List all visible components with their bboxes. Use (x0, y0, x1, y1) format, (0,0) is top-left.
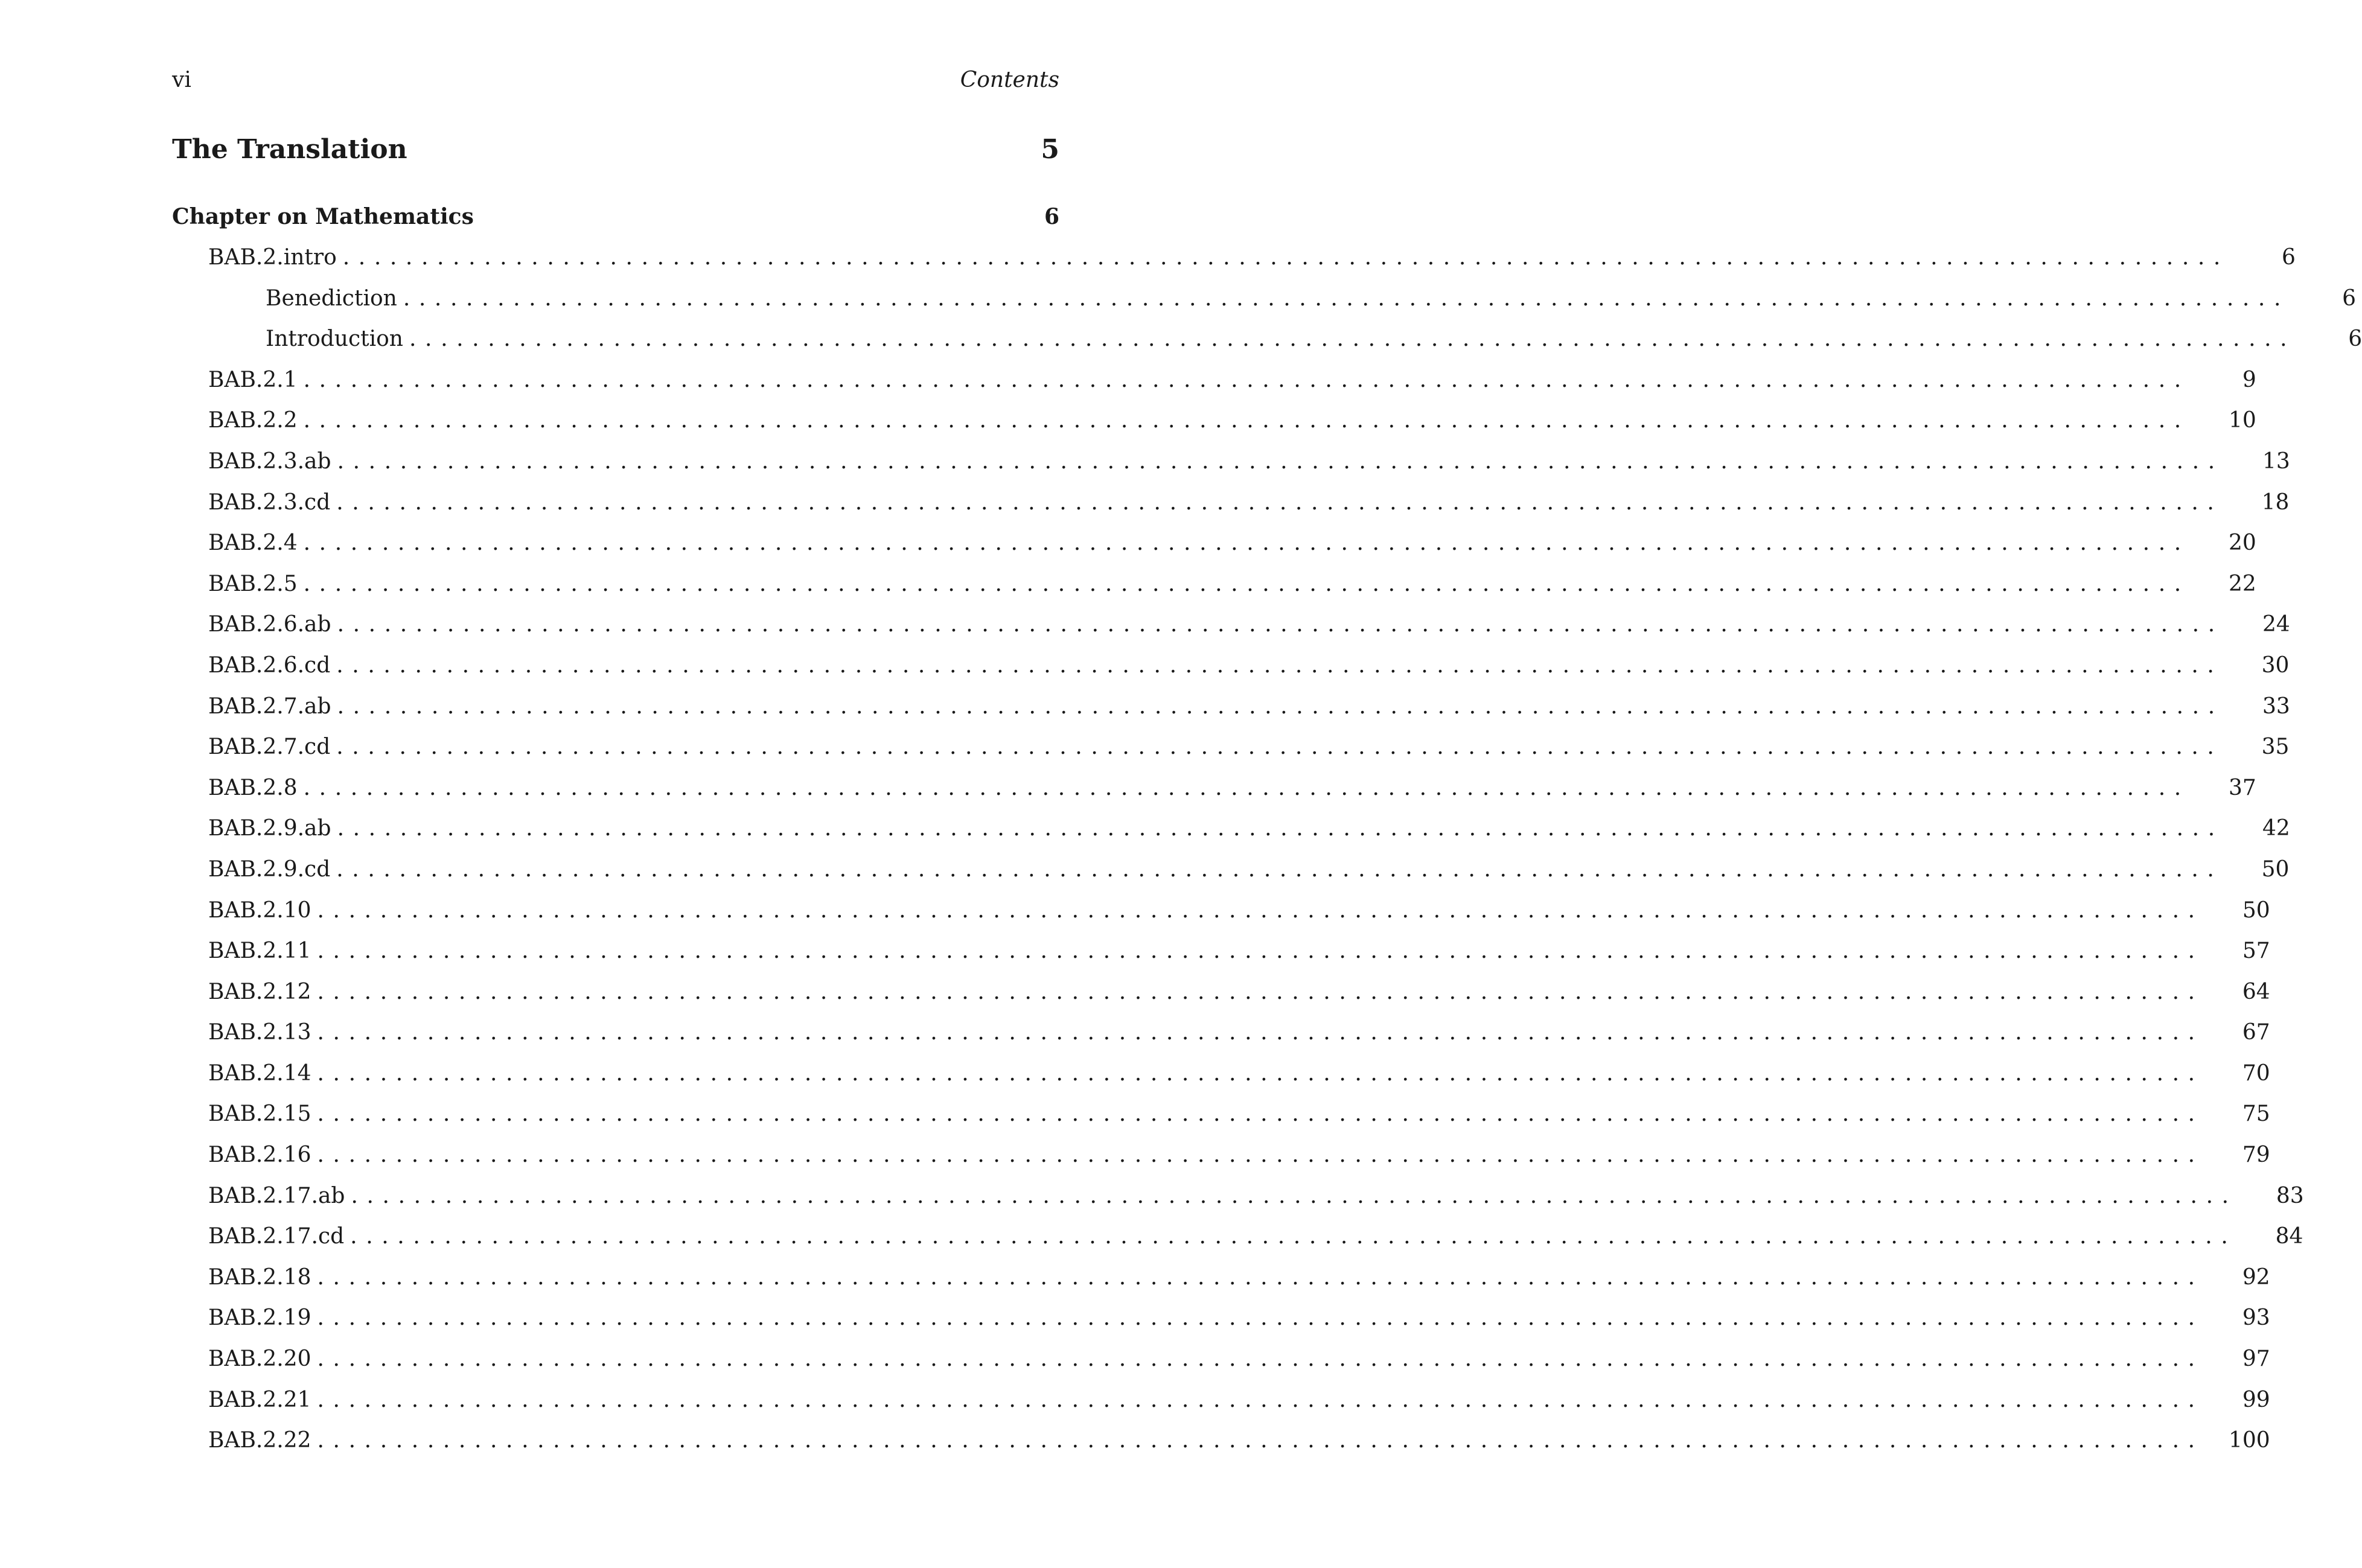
toc-entry-label: BAB.2.2 (208, 406, 304, 436)
dot-leader: ........................................................................................................................ (337, 816, 2224, 841)
toc-entry-page-number: 24 (2262, 612, 2290, 637)
toc-entry-page-number: 33 (2262, 693, 2290, 719)
dot-leader: ........................................................................................................................ (336, 489, 2223, 515)
toc-entry-label: BAB.2.1 (208, 365, 304, 395)
toc-entry[interactable] (172, 1181, 2304, 1222)
toc-entry-label: BAB.2.20 (208, 1344, 318, 1374)
toc-entry-label: BAB.2.16 (208, 1140, 318, 1170)
toc-entry-label: BAB.2.15 (208, 1099, 318, 1129)
page-number-label: vi (172, 68, 191, 92)
toc-entry[interactable] (172, 1099, 2270, 1140)
dot-leader: ........................................................................................................................ (342, 245, 2229, 270)
toc-entry-label: BAB.2.14 (208, 1059, 318, 1089)
toc-entry[interactable] (172, 1385, 2270, 1426)
dot-leader: ........................................................................................................................ (317, 897, 2204, 923)
toc-entry[interactable] (172, 528, 2256, 569)
dot-leader: ........................................................................................................................ (317, 1428, 2204, 1453)
dot-leader: ........................................................................................................................ (336, 652, 2223, 678)
toc-entry-page-number: 9 (2242, 367, 2256, 392)
toc-entry-page-number: 57 (2242, 939, 2270, 964)
toc-entry-page-number: 92 (2242, 1264, 2270, 1290)
toc-entry-label: BAB.2.4 (208, 528, 304, 558)
toc-entry-page-number: 100 (2229, 1428, 2270, 1453)
toc-entry-page-number: 50 (2261, 856, 2290, 882)
toc-entry[interactable] (172, 488, 2290, 529)
toc-entry-page-number: 84 (2275, 1224, 2303, 1249)
dot-leader: ........................................................................................................................ (303, 408, 2190, 433)
toc-entry-page-number: 30 (2261, 652, 2290, 678)
dot-leader: ........................................................................................................................ (303, 531, 2190, 556)
toc-entry-page-number: 20 (2229, 531, 2256, 556)
chapter-page-number: 6 (1044, 204, 1059, 229)
chapter-title: Chapter on Mathematics (172, 204, 474, 229)
toc-entry-label: BAB.2.11 (208, 936, 318, 966)
dot-leader: ........................................................................................................................ (337, 693, 2224, 719)
toc-entry[interactable] (172, 243, 2296, 284)
toc-entry-page-number: 10 (2229, 408, 2256, 433)
toc-entry-page-number: 83 (2276, 1183, 2304, 1208)
toc-entry[interactable] (172, 1426, 2270, 1467)
dot-leader: ........................................................................................................................ (403, 285, 2290, 311)
toc-entry-label: BAB.2.7.ab (208, 692, 337, 722)
dot-leader: ........................................................................................................................ (336, 735, 2223, 760)
toc-entry[interactable] (172, 365, 2256, 406)
toc-entry[interactable] (172, 977, 2270, 1018)
toc-entry-page-number: 79 (2242, 1143, 2270, 1168)
toc-entry[interactable] (172, 447, 2290, 488)
toc-entry-label: BAB.2.6.ab (208, 610, 337, 640)
toc-entry-label: Introduction (266, 324, 409, 354)
toc-entry-label: BAB.2.18 (208, 1263, 318, 1293)
toc-entry-label: BAB.2.9.cd (208, 855, 336, 885)
running-head (172, 65, 1059, 95)
toc-entry-page-number: 6 (2282, 245, 2296, 270)
toc-entry-label: BAB.2.17.ab (208, 1181, 351, 1211)
toc-entry-page-number: 35 (2261, 735, 2290, 760)
toc-entry[interactable] (172, 610, 2290, 651)
part-page-number: 5 (1041, 134, 1059, 165)
toc-entry-page-number: 99 (2242, 1387, 2270, 1412)
toc-entry[interactable] (172, 1222, 2303, 1263)
dot-leader: ........................................................................................................................ (317, 1143, 2204, 1168)
toc-entry[interactable] (172, 936, 2270, 977)
part-title: The Translation (172, 134, 407, 165)
dot-leader: ........................................................................................................................ (317, 1347, 2204, 1372)
chapter-heading[interactable] (172, 202, 1059, 232)
toc-entry[interactable] (172, 896, 2270, 937)
toc-entry[interactable] (172, 406, 2256, 447)
toc-entry[interactable] (172, 1303, 2270, 1344)
toc-entry-label: BAB.2.3.ab (208, 447, 337, 477)
dot-leader: ........................................................................................................................ (317, 1020, 2204, 1045)
toc-entry-list (172, 243, 2362, 1467)
toc-entry-label: BAB.2.13 (208, 1018, 318, 1048)
dot-leader: ........................................................................................................................ (317, 1305, 2204, 1331)
toc-entry-page-number: 6 (2348, 327, 2362, 352)
toc-page (172, 0, 2362, 1568)
toc-entry[interactable] (172, 1263, 2270, 1304)
toc-entry[interactable] (172, 814, 2290, 855)
toc-entry-page-number: 64 (2242, 979, 2270, 1004)
toc-entry-label: BAB.2.17.cd (208, 1222, 350, 1252)
toc-entry-label: BAB.2.6.cd (208, 651, 336, 681)
toc-entry-label: Benediction (266, 284, 403, 314)
toc-entry-page-number: 22 (2229, 571, 2256, 596)
toc-entry-page-number: 97 (2242, 1347, 2270, 1372)
toc-entry[interactable] (172, 732, 2290, 773)
toc-entry-label: BAB.2.12 (208, 977, 318, 1007)
dot-leader: ........................................................................................................................ (317, 1387, 2204, 1412)
toc-entry[interactable] (172, 692, 2290, 733)
toc-entry-page-number: 37 (2229, 775, 2256, 800)
toc-entry[interactable] (172, 569, 2256, 610)
toc-entry-page-number: 6 (2342, 285, 2357, 311)
dot-leader: ........................................................................................................................ (317, 1264, 2204, 1290)
toc-entry-label: BAB.2.8 (208, 773, 304, 803)
toc-entry-label: BAB.2.22 (208, 1426, 318, 1456)
dot-leader: ........................................................................................................................ (317, 939, 2204, 964)
part-heading[interactable] (172, 132, 1059, 168)
toc-entry-page-number: 75 (2242, 1101, 2270, 1127)
dot-leader: ........................................................................................................................ (317, 1060, 2204, 1086)
dot-leader: ........................................................................................................................ (317, 979, 2204, 1004)
dot-leader: ........................................................................................................................ (303, 775, 2190, 800)
toc-entry-page-number: 13 (2262, 448, 2290, 474)
toc-entry-label: BAB.2.7.cd (208, 732, 336, 762)
toc-entry[interactable] (172, 1018, 2270, 1059)
toc-entry-label: BAB.2.5 (208, 569, 304, 599)
toc-entry-page-number: 42 (2262, 816, 2290, 841)
toc-entry-page-number: 50 (2242, 897, 2270, 923)
toc-entry-page-number: 70 (2242, 1060, 2270, 1086)
dot-leader: ........................................................................................................................ (337, 612, 2224, 637)
dot-leader: ........................................................................................................................ (350, 1224, 2237, 1249)
toc-entry-page-number: 67 (2242, 1020, 2270, 1045)
toc-entry[interactable] (172, 773, 2256, 814)
dot-leader: ........................................................................................................................ (409, 327, 2296, 352)
toc-entry-label: BAB.2.21 (208, 1385, 318, 1415)
toc-entry-page-number: 18 (2261, 489, 2290, 515)
dot-leader: ........................................................................................................................ (303, 571, 2190, 596)
toc-entry-label: BAB.2.19 (208, 1303, 318, 1333)
toc-entry[interactable] (172, 651, 2290, 692)
toc-entry-label: BAB.2.3.cd (208, 488, 336, 518)
dot-leader: ........................................................................................................................ (317, 1101, 2204, 1127)
toc-entry[interactable] (172, 855, 2290, 896)
dot-leader: ........................................................................................................................ (303, 367, 2190, 392)
toc-entry-label: BAB.2.10 (208, 896, 318, 926)
toc-entry[interactable] (172, 1344, 2270, 1385)
toc-entry-label: BAB.2.9.ab (208, 814, 337, 844)
toc-entry[interactable] (172, 284, 2357, 325)
dot-leader: ........................................................................................................................ (336, 856, 2223, 882)
toc-entry-label: BAB.2.intro (208, 243, 343, 273)
toc-entry[interactable] (172, 1140, 2270, 1181)
running-section-title: Contents (960, 68, 1059, 92)
toc-entry-page-number: 93 (2242, 1305, 2270, 1331)
dot-leader: ........................................................................................................................ (351, 1183, 2238, 1208)
toc-entry[interactable] (172, 324, 2362, 365)
toc-entry[interactable] (172, 1059, 2270, 1100)
dot-leader: ........................................................................................................................ (337, 448, 2224, 474)
